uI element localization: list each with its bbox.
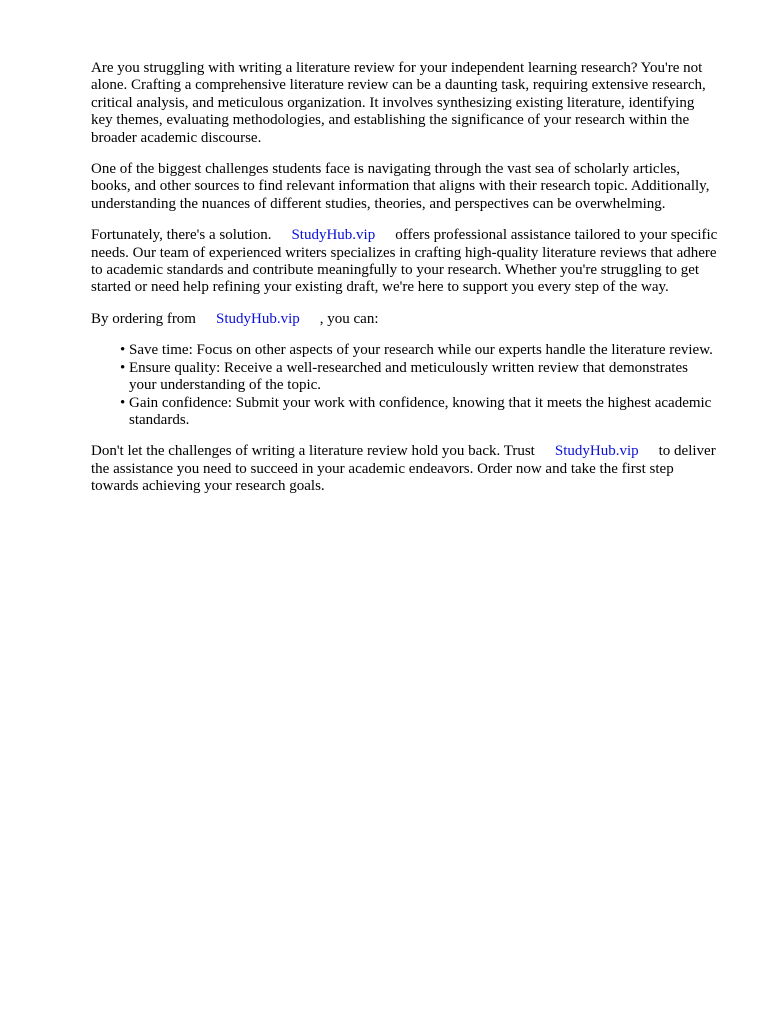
benefit-text: Ensure quality: Receive a well-researched and meticulously written review that demonstrates your understanding of the topic.	[129, 359, 688, 394]
ordering-text-after: , you can:	[319, 310, 379, 327]
closing-paragraph	[91, 443, 719, 495]
document-body	[91, 60, 719, 510]
list-item	[120, 394, 719, 430]
ordering-text-before: By ordering from	[91, 310, 196, 327]
list-item	[120, 342, 719, 359]
bullet-icon: •	[120, 359, 126, 376]
studyhub-link[interactable]: StudyHub.vip	[215, 310, 300, 327]
bullet-icon: •	[120, 342, 126, 359]
closing-text-after: to deliver the assistance you need to succeed in your academic endeavors. Order now and take the first step towards achieving your research goals.	[91, 443, 716, 495]
benefit-text: Gain confidence: Submit your work with confidence, knowing that it meets the highest academic standards.	[129, 394, 712, 428]
benefit-text: Save time: Focus on other aspects of your research while our experts handle the literature review.	[129, 342, 713, 359]
list-item	[120, 359, 719, 395]
intro-paragraph: Are you struggling with writing a literature review for your independent learning research? You're not alone. Crafting a comprehensive literature review can be a daunting task, requiring extensive research, critical analysis, and meticulous organization. It involves synthesizing existing literature, identifying key themes, evaluating methodologies, and establishing the significance of your research within the broader academic discourse.	[91, 60, 706, 146]
solution-paragraph	[91, 227, 719, 297]
studyhub-link[interactable]: StudyHub.vip	[554, 443, 639, 460]
solution-text-after: offers professional assistance tailored to your specific needs. Our team of experienced writers specializes in crafting high-quality literature reviews that adhere to academic standards and contribute meaningfully to your research. Whether you're struggling to get started or need help refining your existing draft, we're here to support you every step of the way.	[91, 227, 718, 296]
benefits-list	[91, 342, 719, 429]
studyhub-link[interactable]: StudyHub.vip	[291, 227, 376, 244]
bullet-icon: •	[120, 394, 126, 411]
solution-text-before: Fortunately, there's a solution.	[91, 227, 272, 244]
closing-text-before: Don't let the challenges of writing a literature review hold you back. Trust	[91, 443, 535, 460]
challenges-paragraph: One of the biggest challenges students face is navigating through the vast sea of scholarly articles, books, and other sources to find relevant information that aligns with their research topic. Additionally, understanding the nuances of different studies, theories, and perspectives can be overwhelming.	[91, 161, 710, 212]
ordering-paragraph	[91, 311, 719, 328]
